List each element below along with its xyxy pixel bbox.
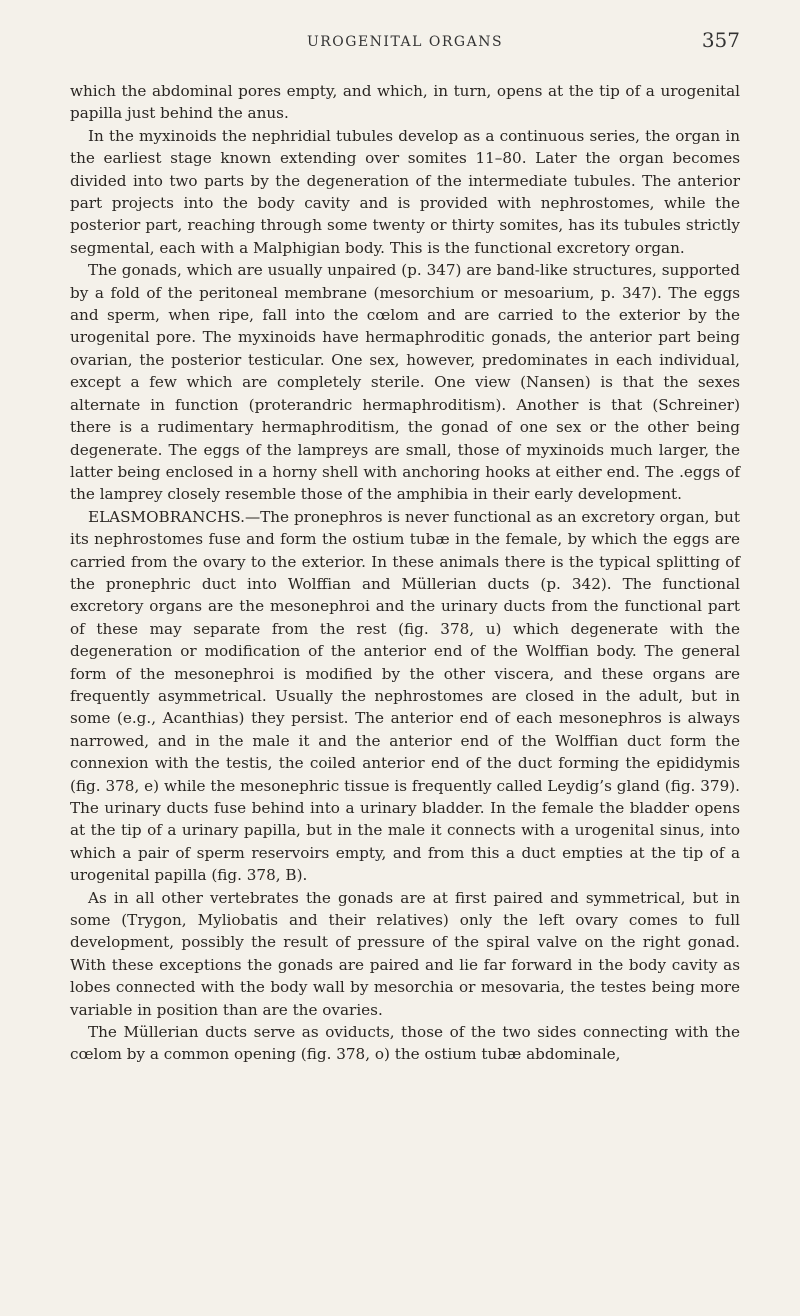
- paragraph: The gonads, which are usually unpaired (p. 347) are band-like structures, supported by a fold of the peritoneal membrane (mesorchium or mesoarium, p. 347). The eggs and sperm, when ripe, fall into the cœlom and are carried to the exterior by the urogenital pore. The myxinoids have hermaphroditic gonads, the anterior part being ovarian, the posterior testicular. One sex, however, predominates in each individual, except a few which are completely sterile. One view (Nansen) is that the sexes alternate in function (proterandric hermaphroditism). Another is that (Schreiner) there is a rudimentary hermaphroditism, the gonad of one sex or the other being degenerate. The eggs of the lampreys are small, those of myxinoids much larger, the latter being enclosed in a horny shell with anchoring hooks at either end. The .eggs of the lamprey closely resemble those of the amphibia in their early development.: [70, 261, 740, 504]
- paragraph: The Müllerian ducts serve as oviducts, those of the two sides connecting with the cœlom by a common opening (fig. 378, o) the ostium tubæ abdominale,: [70, 1023, 740, 1064]
- paragraph: As in all other vertebrates the gonads are at first paired and symmetrical, but in some (Trygon, Myliobatis and their relatives) only the left ovary comes to full development, possibly the result of pressure of the spiral valve on the right gonad. With these exceptions the gonads are paired and lie far forward in the body cavity as lobes connected with the body wall by mesorchia or mesovaria, the testes being more variable in position than are the ovaries.: [70, 888, 740, 1019]
- page-number: 357: [701, 28, 740, 52]
- paragraph: In the myxinoids the nephridial tubules develop as a continuous series, the organ in the earliest stage known extending over somites 11–80. Later the organ becomes divided into two parts by the degeneration of the intermediate tubules. The anterior part projects into the body cavity and is provided with nephrostomes, while the posterior part, reaching through some twenty or thirty somites, has its tubules strictly segmental, each with a Malphigian body. This is the functional excretory organ.: [70, 126, 740, 257]
- paragraph: ELASMOBRANCHS.—The pronephros is never functional as an excretory organ, but its nephrostomes fuse and form the ostium tubæ in the female, by which the eggs are carried from the ovary to the exterior. In these animals there is the typical splitting of the pronephric duct into Wolffian and Müllerian ducts (p. 342). The functional excretory organs are the mesonephroi and the urinary ducts from the functional part of these may separate from the rest (fig. 378, u) which degenerate with the degeneration or modification of the anterior end of the Wolffian body. The general form of the mesonephroi is modified by the other viscera, and these organs are frequently asymmetrical. Usually the nephrostomes are closed in the adult, but in some (e.g., Acanthias) they persist. The anterior end of each mesonephros is always narrowed, and in the male it and the anterior end of the Wolffian duct form the connexion with the testis, the coiled anterior end of the duct forming the epididymis (fig. 378, e) while the mesonephric tissue is frequently called Leydig’s gland (fig. 379). The urinary ducts fuse behind into a urinary bladder. In the female the bladder opens at the tip of a urinary papilla, but in the male it connects with a urogenital sinus, into which a pair of sperm reservoirs empty, and from this a duct empties at the tip of a urogenital papilla (fig. 378, B).: [70, 507, 740, 885]
- running-title: UROGENITAL ORGANS: [306, 34, 504, 50]
- page-header: [70, 28, 740, 58]
- paragraph: which the abdominal pores empty, and which, in turn, opens at the tip of a urogenital papilla just behind the anus.: [70, 82, 740, 123]
- body-text: [70, 80, 740, 1066]
